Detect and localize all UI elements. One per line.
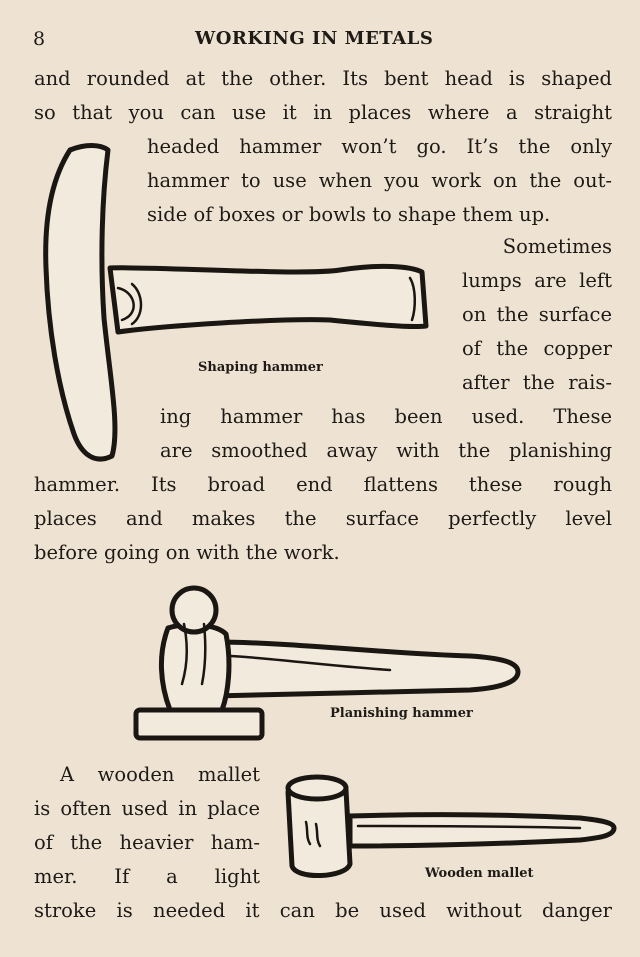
text-line: lumps are left [462, 269, 612, 292]
text-line: ing hammer has been used. These [160, 405, 612, 428]
text-line: of the heavier ham- [34, 831, 260, 854]
text-line: headed hammer won’t go. It’s the only [147, 135, 612, 158]
shaping-hammer-caption: Shaping hammer [198, 360, 323, 375]
planishing-hammer-caption: Planishing hammer [330, 706, 473, 721]
text-line: Sometimes [502, 235, 612, 258]
planishing-hammer-face [136, 710, 262, 738]
text-line: on the surface [462, 303, 612, 326]
text-line: of the copper [462, 337, 612, 360]
text-line: A wooden mallet [60, 763, 260, 786]
wooden-mallet-handle [350, 815, 614, 846]
text-line: is often used in place [34, 797, 260, 820]
shaping-hammer-head [46, 146, 115, 460]
text-line: hammer. Its broad end flattens these rough [34, 473, 612, 496]
running-title: WORKING IN METALS [195, 28, 434, 49]
text-line: side of boxes or bowls to shape them up. [147, 203, 551, 226]
text-line: are smoothed away with the planishing [160, 439, 612, 462]
text-line: so that you can use it in places where a straight [34, 101, 612, 124]
text-line: after the rais- [462, 371, 612, 394]
shaping-hammer-handle [110, 266, 426, 332]
wooden-mallet-caption: Wooden mallet [425, 866, 534, 881]
planishing-hammer-ball [172, 588, 216, 632]
text-line: before going on with the work. [34, 541, 340, 564]
text-line: hammer to use when you work on the out- [147, 169, 612, 192]
planishing-hammer-body [161, 625, 229, 710]
text-line: places and makes the surface perfectly level [34, 507, 612, 530]
text-line: stroke is needed it can be used without danger [34, 899, 612, 922]
page-number: 8 [33, 28, 46, 50]
text-line: mer. If a light [34, 865, 260, 888]
text-line: and rounded at the other. Its bent head is shaped [34, 67, 612, 90]
